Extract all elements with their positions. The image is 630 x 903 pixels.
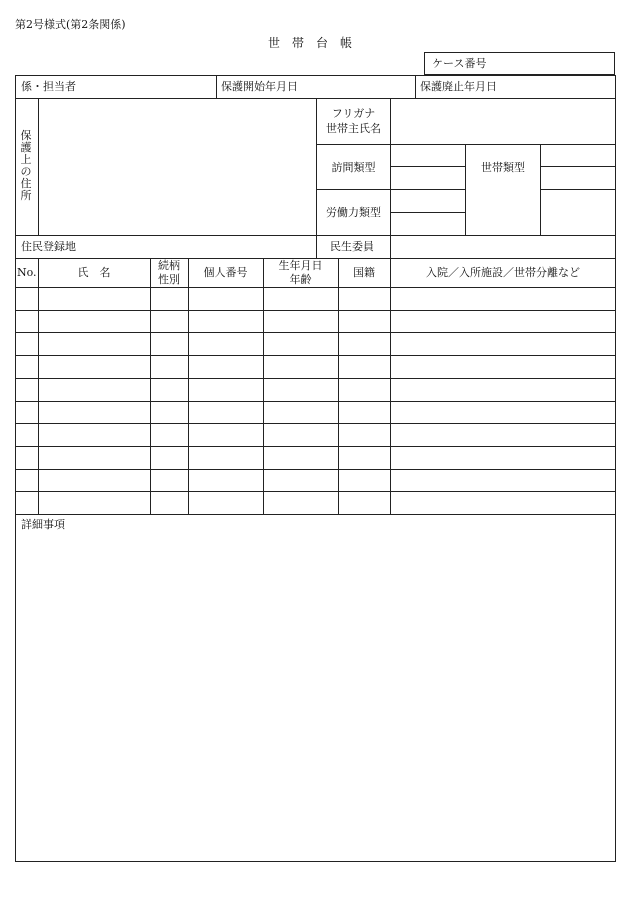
welfare-commissioner-label: 民生委員 xyxy=(330,240,374,253)
table-cell-relation-sex[interactable] xyxy=(151,402,187,422)
visit-type-mid-line xyxy=(390,166,465,167)
table-cell-name[interactable] xyxy=(39,447,149,468)
table-cell-notes[interactable] xyxy=(391,402,615,422)
table-cell-relation-sex[interactable] xyxy=(151,470,187,490)
labor-type-field-2[interactable] xyxy=(392,214,463,233)
labor-type-extra-field-1[interactable] xyxy=(467,191,538,233)
table-cell-personal-number[interactable] xyxy=(189,333,262,354)
table-row xyxy=(15,287,616,310)
table-cell-name[interactable] xyxy=(39,470,149,490)
table-cell-personal-number[interactable] xyxy=(189,288,262,309)
table-cell-notes[interactable] xyxy=(391,379,615,400)
table-cell-birth-age[interactable] xyxy=(264,470,337,490)
head-name-label: 世帯主氏名 xyxy=(326,122,381,135)
table-cell-personal-number[interactable] xyxy=(189,470,262,490)
table-cell-nationality[interactable] xyxy=(339,379,389,400)
household-type-bottom-line xyxy=(540,189,616,190)
table-cell-no[interactable] xyxy=(16,356,37,377)
table-cell-nationality[interactable] xyxy=(339,356,389,377)
address-label: 保護上の住所 xyxy=(20,129,32,202)
table-row xyxy=(15,378,616,401)
resident-registration-field[interactable] xyxy=(90,237,314,256)
col-header-personal-number: 個人番号 xyxy=(203,266,248,279)
table-row xyxy=(15,469,616,491)
staff-label: 係・担当者 xyxy=(21,80,76,93)
table-cell-notes[interactable] xyxy=(391,492,615,513)
details-field[interactable] xyxy=(17,534,614,859)
table-row xyxy=(15,355,616,378)
table-cell-birth-age[interactable] xyxy=(264,402,337,422)
table-cell-notes[interactable] xyxy=(391,356,615,377)
table-cell-birth-age[interactable] xyxy=(264,288,337,309)
table-cell-birth-age[interactable] xyxy=(264,492,337,513)
table-cell-nationality[interactable] xyxy=(339,470,389,490)
table-cell-personal-number[interactable] xyxy=(189,402,262,422)
table-cell-name[interactable] xyxy=(39,379,149,400)
member-table-body xyxy=(15,287,616,514)
visit-type-field-2[interactable] xyxy=(392,168,463,187)
resident-registration-label: 住民登録地 xyxy=(21,240,76,253)
labor-type-field-1[interactable] xyxy=(392,191,463,210)
table-cell-no[interactable] xyxy=(16,311,37,331)
table-cell-relation-sex[interactable] xyxy=(151,333,187,354)
end-date-field[interactable] xyxy=(510,76,614,97)
table-row xyxy=(15,401,616,423)
visit-type-bottom-line xyxy=(316,189,466,190)
details-top-line xyxy=(15,514,616,515)
visit-type-field-1[interactable] xyxy=(392,146,463,165)
head-name-bottom-line xyxy=(316,144,616,145)
table-cell-name[interactable] xyxy=(39,311,149,331)
table-cell-nationality[interactable] xyxy=(339,492,389,513)
table-cell-birth-age[interactable] xyxy=(264,311,337,331)
table-cell-personal-number[interactable] xyxy=(189,424,262,445)
form-number: 第2号様式(第2条関係) xyxy=(15,18,126,31)
table-cell-nationality[interactable] xyxy=(339,288,389,309)
table-cell-no[interactable] xyxy=(16,288,37,309)
visit-type-label: 訪問類型 xyxy=(331,161,376,174)
table-cell-notes[interactable] xyxy=(391,311,615,331)
case-number-label: ケース番号 xyxy=(432,57,487,70)
table-cell-birth-age[interactable] xyxy=(264,356,337,377)
table-cell-personal-number[interactable] xyxy=(189,311,262,331)
row1-divider-1 xyxy=(216,75,217,98)
table-cell-relation-sex[interactable] xyxy=(151,311,187,331)
col-header-sex: 性別 xyxy=(158,273,180,286)
row1-divider-2 xyxy=(415,75,416,98)
household-type-label: 世帯類型 xyxy=(481,161,525,174)
address-field[interactable] xyxy=(40,100,314,233)
col-header-no: No. xyxy=(17,266,37,279)
col-header-relation: 続柄 xyxy=(158,259,180,272)
welfare-commissioner-field[interactable] xyxy=(392,237,614,256)
household-type-field-1[interactable] xyxy=(542,146,614,165)
table-cell-relation-sex[interactable] xyxy=(151,288,187,309)
table-cell-name[interactable] xyxy=(39,356,149,377)
table-cell-name[interactable] xyxy=(39,424,149,445)
table-row xyxy=(15,423,616,446)
table-cell-personal-number[interactable] xyxy=(189,356,262,377)
table-cell-no[interactable] xyxy=(16,492,37,513)
table-cell-relation-sex[interactable] xyxy=(151,379,187,400)
table-cell-notes[interactable] xyxy=(391,288,615,309)
table-cell-notes[interactable] xyxy=(391,424,615,445)
col-header-age: 年齢 xyxy=(289,273,312,286)
table-cell-birth-age[interactable] xyxy=(264,333,337,354)
table-cell-notes[interactable] xyxy=(391,470,615,490)
table-row xyxy=(15,310,616,332)
table-cell-personal-number[interactable] xyxy=(189,447,262,468)
labor-type-mid-line xyxy=(390,212,465,213)
table-cell-name[interactable] xyxy=(39,402,149,422)
household-type-field-2[interactable] xyxy=(542,168,614,187)
table-cell-relation-sex[interactable] xyxy=(151,356,187,377)
table-cell-name[interactable] xyxy=(39,492,149,513)
table-cell-nationality[interactable] xyxy=(339,333,389,354)
col-header-notes: 入院／入所施設／世帯分離など xyxy=(426,266,580,279)
col-header-nationality: 国籍 xyxy=(353,266,375,279)
start-date-field[interactable] xyxy=(310,76,414,97)
col-header-birthdate: 生年月日 xyxy=(278,259,323,272)
table-cell-personal-number[interactable] xyxy=(189,492,262,513)
head-name-field[interactable] xyxy=(392,100,614,142)
table-cell-birth-age[interactable] xyxy=(264,424,337,445)
table-cell-relation-sex[interactable] xyxy=(151,424,187,445)
start-date-label: 保護開始年月日 xyxy=(221,80,298,93)
table-cell-nationality[interactable] xyxy=(339,402,389,422)
table-cell-nationality[interactable] xyxy=(339,447,389,468)
table-cell-name[interactable] xyxy=(39,333,149,354)
address-label-divider xyxy=(38,98,39,235)
table-cell-name[interactable] xyxy=(39,288,149,309)
table-cell-nationality[interactable] xyxy=(339,311,389,331)
table-cell-notes[interactable] xyxy=(391,447,615,468)
details-label: 詳細事項 xyxy=(21,518,65,531)
labor-type-extra-field-2[interactable] xyxy=(542,191,614,233)
col-header-name: 氏 名 xyxy=(77,266,111,279)
table-cell-no[interactable] xyxy=(16,470,37,490)
furigana-divider xyxy=(390,98,391,258)
table-cell-birth-age[interactable] xyxy=(264,379,337,400)
table-row xyxy=(15,491,616,514)
table-cell-personal-number[interactable] xyxy=(189,379,262,400)
table-cell-birth-age[interactable] xyxy=(264,447,337,468)
household-type-mid-line xyxy=(540,166,616,167)
table-cell-no[interactable] xyxy=(16,379,37,400)
end-date-label: 保護廃止年月日 xyxy=(420,80,497,93)
page-title: 世 帯 台 帳 xyxy=(268,36,353,50)
table-cell-nationality[interactable] xyxy=(339,424,389,445)
resident-row-top-line xyxy=(15,235,616,236)
table-row xyxy=(15,332,616,355)
table-row xyxy=(15,446,616,469)
table-cell-no[interactable] xyxy=(16,447,37,468)
table-cell-notes[interactable] xyxy=(391,333,615,354)
table-cell-no[interactable] xyxy=(16,333,37,354)
staff-field[interactable] xyxy=(90,76,214,97)
table-cell-no[interactable] xyxy=(16,402,37,422)
table-cell-no[interactable] xyxy=(16,424,37,445)
table-cell-relation-sex[interactable] xyxy=(151,492,187,513)
table-cell-relation-sex[interactable] xyxy=(151,447,187,468)
furigana-label: フリガナ xyxy=(331,107,376,120)
labor-type-label: 労働力類型 xyxy=(326,206,381,219)
